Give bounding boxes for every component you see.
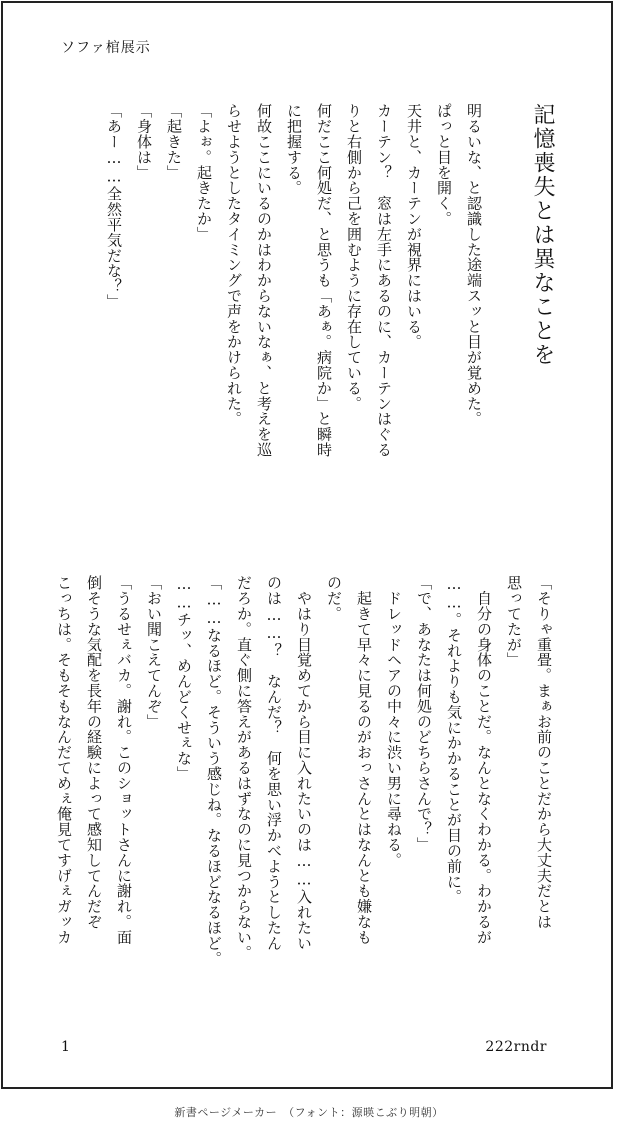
text-line: ドレッドヘアの中々に渋い男に尋ねる。 xyxy=(385,575,403,868)
text-line: のは……？ なんだ？ 何を思い浮かべようとしたん xyxy=(265,575,283,951)
text-line: 何故ここにいるのかはわからないなぁ、と考えを巡 xyxy=(255,103,273,458)
text-line: だろか。直ぐ側に答えがあるはずなのに見つからない。 xyxy=(235,575,253,960)
text-line: 「うるせぇバカ。謝れ。このショットさんに謝れ。面 xyxy=(115,575,133,945)
text-line: 「そりゃ重畳。まぁお前のことだから大丈夫だとは xyxy=(535,575,553,930)
upper-text-block xyxy=(59,103,559,543)
text-line: 起きて早々に見るのがおっさんとはなんとも嫌なも xyxy=(355,575,373,945)
text-line: やはり目覚めてから目に入れたいのは……入れたい xyxy=(295,575,313,951)
text-line: 思ってたが」 xyxy=(505,575,523,668)
page-number: 1 xyxy=(61,1039,70,1055)
text-line: のだ。 xyxy=(325,575,343,622)
generator-footer: 新書ページメーカー （フォント：源暎こぶり明朝） xyxy=(174,1106,444,1119)
text-line: ぱっと目を開く。 xyxy=(435,103,453,227)
text-line: こっちは。そもそもなんだてめぇ俺見てすげぇガッカ xyxy=(55,575,73,945)
text-line: 「……なるほど。そういう感じね。なるほどなるほど。 xyxy=(205,575,223,966)
text-line: らせようとしたタイミングで声をかけられた。 xyxy=(225,103,243,427)
text-line: カーテン？ 窓は左手にあるのに、カーテンはぐる xyxy=(375,103,393,458)
page-frame xyxy=(1,1,613,1089)
text-line: 「起きた」 xyxy=(165,103,183,180)
text-line: 自分の身体のことだ。なんとなくわかる。わかるが xyxy=(475,575,493,945)
author-name: 222rndr xyxy=(485,1039,547,1055)
running-header: ソファ棺展示 xyxy=(61,40,151,56)
text-line: 「身体は」 xyxy=(135,103,153,180)
text-line: 倒そうな気配を長年の経験によって感知してんだぞ xyxy=(85,575,103,930)
text-line: 「で、あなたは何処のどちらさんで？」 xyxy=(415,575,433,853)
text-line: 天井と、カーテンが視界にはいる。 xyxy=(405,103,423,350)
text-line: 何だここ何処だ、と思うも「あぁ。病院か」と瞬時 xyxy=(315,103,333,458)
text-line: 明るいな、と認識した途端スッと目が覚めた。 xyxy=(465,103,483,427)
text-line: ……チッ、めんどくせぇな」 xyxy=(175,575,193,782)
text-line: ……。それよりも気にかかることが目の前に。 xyxy=(445,575,463,905)
text-line: に把握する。 xyxy=(285,103,303,196)
text-line: 「よぉ。起きたか」 xyxy=(195,103,213,242)
text-line: 「おい聞こえてんぞ」 xyxy=(145,575,163,729)
text-line: 「あー……全然平気だな？」 xyxy=(105,103,123,310)
chapter-title: 記憶喪失とは異なことを xyxy=(530,103,555,367)
text-line: りと右側から己を囲むように存在している。 xyxy=(345,103,363,411)
lower-text-block xyxy=(49,575,559,985)
